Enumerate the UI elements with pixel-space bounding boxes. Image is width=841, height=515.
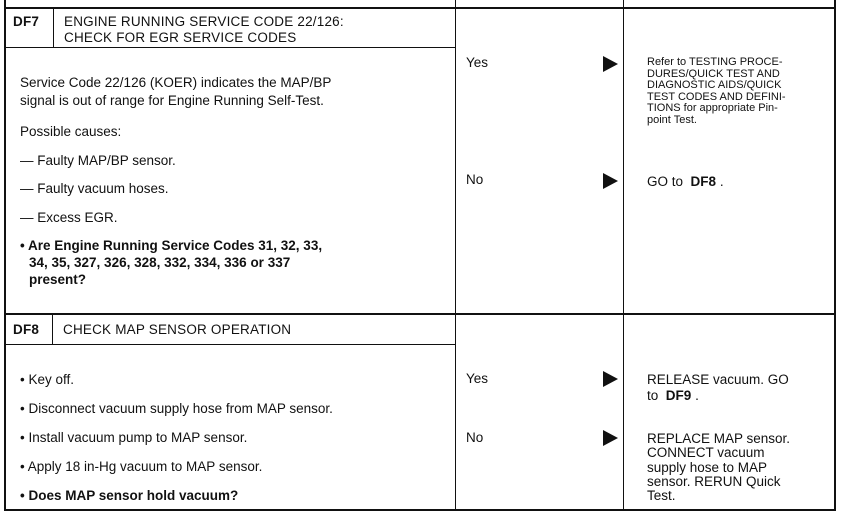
- df7-header-bottom: [4, 47, 456, 48]
- df8-no-result-line4: sensor. RERUN Quick: [647, 474, 781, 489]
- df7-question-line1: • Are Engine Running Service Codes 31, 32, 33,: [20, 238, 323, 253]
- top-border: [4, 7, 836, 9]
- df7-yes-result-line2: DURES/QUICK TEST AND: [647, 67, 780, 80]
- df7-title-line2: CHECK FOR EGR SERVICE CODES: [64, 30, 297, 45]
- left-border: [4, 0, 6, 511]
- df8-yes-arrow-icon: [603, 371, 618, 387]
- df8-yes-result-step[interactable]: DF9: [665, 388, 692, 403]
- df7-no-result-step[interactable]: DF8: [690, 174, 717, 189]
- df7-no-result-suffix: .: [719, 174, 724, 189]
- df8-yes-result-suffix: .: [695, 388, 699, 403]
- df8-no-result-line5: Test.: [647, 488, 676, 503]
- right-border: [834, 0, 836, 511]
- df7-cause-1: — Faulty MAP/BP sensor.: [20, 153, 176, 168]
- df7-yes-result-line1: Refer to TESTING PROCE-: [647, 56, 783, 68]
- df7-no-arrow-icon: [603, 173, 618, 189]
- df8-no-arrow-icon: [603, 430, 618, 446]
- df8-no-result-line3: supply hose to MAP: [647, 460, 768, 475]
- df8-no-label: No: [466, 430, 484, 445]
- df8-yes-result-line1: RELEASE vacuum. GO: [647, 372, 789, 387]
- df7-no-label: No: [466, 172, 484, 187]
- df7-step-id: DF7: [13, 14, 40, 29]
- df7-no-result-prefix: GO to: [647, 174, 684, 189]
- df7-yes-result-line4: TEST CODES AND DEFINI-: [647, 90, 786, 103]
- df8-question: • Does MAP sensor hold vacuum?: [20, 488, 239, 503]
- df8-title: CHECK MAP SENSOR OPERATION: [63, 322, 292, 337]
- df8-yes-result-prefix: to: [647, 388, 659, 403]
- df8-step-1: • Key off.: [20, 372, 75, 387]
- column-divider-2: [623, 0, 624, 511]
- df8-no-result-line1: REPLACE MAP sensor.: [647, 431, 791, 446]
- df7-title-line1: ENGINE RUNNING SERVICE CODE 22/126:: [64, 14, 344, 29]
- df7-yes-arrow-icon: [603, 56, 618, 72]
- df8-step-3: • Install vacuum pump to MAP sensor.: [20, 430, 248, 445]
- df7-cause-2: — Faulty vacuum hoses.: [20, 181, 169, 196]
- df7-question-line3: present?: [29, 272, 87, 287]
- df8-step-id: DF8: [13, 322, 40, 337]
- df8-no-result-line2: CONNECT vacuum: [647, 445, 765, 460]
- df8-id-divider: [52, 315, 53, 345]
- df8-yes-result-line2: [647, 389, 699, 403]
- df7-description-line1: Service Code 22/126 (KOER) indicates the MAP/BP: [20, 75, 332, 90]
- df7-yes-label: Yes: [466, 55, 489, 70]
- df7-yes-result-line3: DIAGNOSTIC AIDS/QUICK: [647, 79, 782, 91]
- df7-question-line2: 34, 35, 327, 326, 328, 332, 334, 336 or 337: [29, 255, 291, 270]
- column-divider-1: [455, 0, 456, 511]
- df7-no-result: [647, 173, 724, 190]
- section-divider: [4, 313, 836, 315]
- df7-cause-3: — Excess EGR.: [20, 210, 118, 225]
- bottom-border: [4, 509, 836, 511]
- df7-possible-causes: Possible causes:: [20, 124, 122, 139]
- df8-yes-label: Yes: [466, 371, 489, 386]
- df8-step-4: • Apply 18 in-Hg vacuum to MAP sensor.: [20, 459, 263, 474]
- df7-id-divider: [53, 8, 54, 48]
- df7-description-line2: signal is out of range for Engine Running Self-Test.: [20, 93, 324, 108]
- df8-step-2: • Disconnect vacuum supply hose from MAP sensor.: [20, 401, 333, 416]
- df7-yes-result-line5: TIONS for appropriate Pin-: [647, 102, 778, 114]
- df8-header-bottom: [4, 344, 456, 345]
- df7-yes-result-line6: point Test.: [647, 113, 697, 126]
